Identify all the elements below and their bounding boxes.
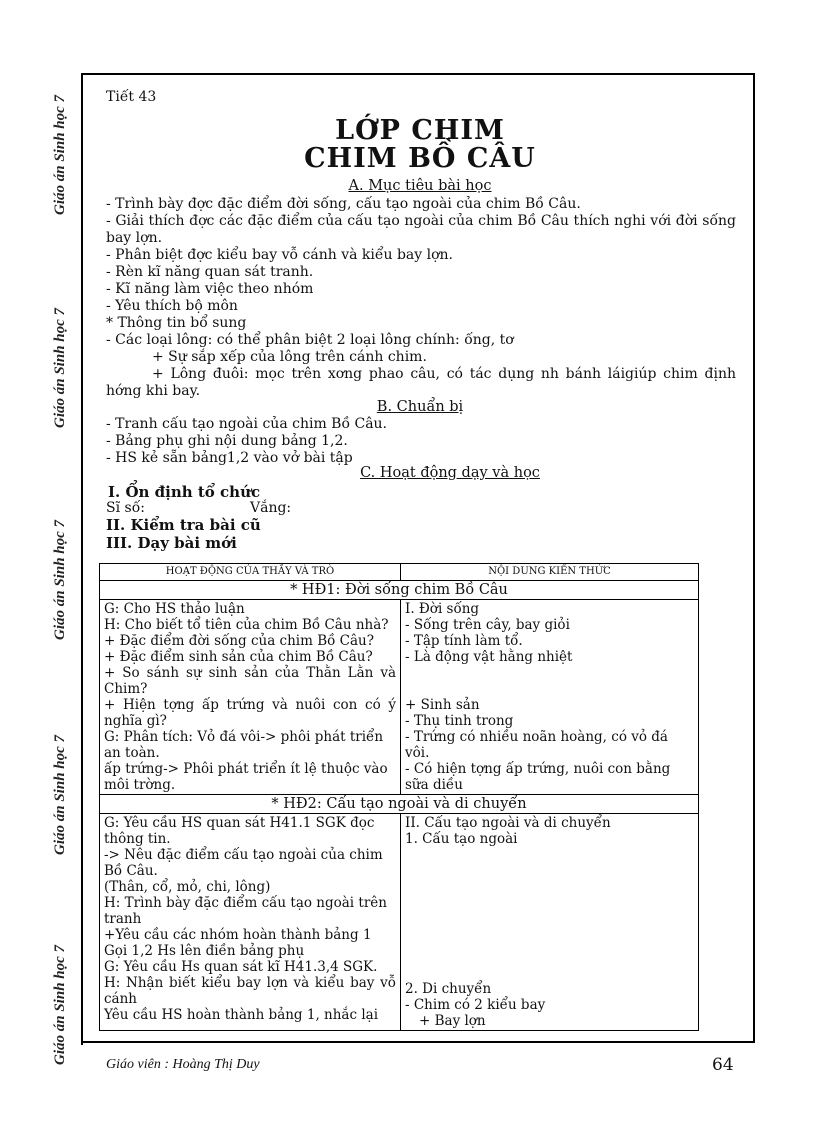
text-line: - Phân biệt đợc kiểu bay vỗ cánh và kiểu bay lợn.	[106, 247, 454, 263]
text-line: + Lông đuôi: mọc trên xơng phao câu, có tác dụng nh bánh láigiúp chim định hớng khi bay.	[106, 366, 736, 399]
column-header: NỘI DUNG KIẾN THỨC	[401, 564, 699, 581]
section-b-heading: B. Chuẩn bị	[376, 399, 464, 415]
side-label: Giáo án Sinh học 7	[52, 307, 68, 428]
lesson-number: Tiết 43	[106, 89, 157, 105]
page-subtitle: CHIM BỒ CÂU	[304, 143, 536, 174]
teacher-name: Giáo viên : Hoàng Thị Duy	[106, 1057, 260, 1072]
side-label: Giáo án Sinh học 7	[52, 734, 68, 855]
text-line: - Trình bày đợc đặc điểm đời sống, cấu tạo ngoài của chim Bồ Câu.	[106, 196, 581, 212]
heading-on-dinh: I. Ổn định tổ chức	[108, 483, 261, 501]
activity-heading-2: * HĐ2: Cấu tạo ngoài và di chuyển	[100, 795, 699, 814]
text-line: - Giải thích đợc các đặc điểm của cấu tạo ngoài của chim Bồ Câu thích nghi với đời sống bay lợn.	[106, 213, 736, 246]
text-line: - Rèn kĩ năng quan sát tranh.	[106, 264, 314, 280]
knowledge-content-1: I. Đời sống - Sống trên cây, bay giỏi - Tập tính làm tổ. - Là động vật hằng nhiệt + Sinh sản - Thụ tinh trong - Trứng có nhiều noãn hoàng, có vỏ đá vôi. - Có hiện tợng ấp trứng, nuôi con bằng sữa diều	[401, 600, 699, 795]
side-label: Giáo án Sinh học 7	[52, 94, 68, 215]
frame-bottom-edge	[81, 1041, 755, 1043]
page-title: LỚP CHIM	[335, 115, 505, 146]
text-line: - Tranh cấu tạo ngoài của chim Bồ Câu.	[106, 416, 388, 432]
heading-kiem-tra: II. Kiểm tra bài cũ	[106, 516, 261, 534]
knowledge-content-2: II. Cấu tạo ngoài và di chuyển 1. Cấu tạo ngoài 2. Di chuyển - Chim có 2 kiểu bay + Bay lợn	[401, 814, 699, 1031]
side-label: Giáo án Sinh học 7	[52, 519, 68, 640]
lesson-table	[99, 563, 699, 1031]
text-line: * Thông tin bổ sung	[106, 315, 247, 331]
side-label: Giáo án Sinh học 7	[52, 944, 68, 1065]
text-line: - HS kẻ sẵn bảng1,2 vào vở bài tập	[106, 450, 353, 466]
teacher-activities-2: G: Yêu cầu HS quan sát H41.1 SGK đọc thông tin. -> Nêu đặc điểm cấu tạo ngoài của chim Bồ Câu. (Thân, cổ, mỏ, chi, lông) H: Trình bày đặc điểm cấu tạo ngoài trên tranh +Yêu cầu các nhóm hoàn thành bảng 1 Gọi 1,2 Hs lên điền bảng phụ G: Yêu cầu Hs quan sát kĩ H41.3,4 SGK. H: Nhận biết kiểu bay lợn và kiểu bay vỗ cánh Yêu cầu HS hoàn thành bảng 1, nhắc lại	[100, 814, 401, 1031]
text-line: - Các loại lông: có thể phân biệt 2 loại lông chính: ống, tơ	[106, 332, 514, 348]
heading-day-bai: III. Dạy bài mới	[106, 534, 237, 552]
vang-label: Vắng:	[250, 500, 292, 516]
section-c-heading: C. Hoạt động dạy và học	[360, 465, 540, 481]
si-so-label: Sĩ số:	[106, 500, 145, 516]
text-line: - Kĩ năng làm việc theo nhóm	[106, 281, 314, 297]
section-a-heading: A. Mục tiêu bài học	[348, 178, 492, 194]
text-line: - Bảng phụ ghi nội dung bảng 1,2.	[106, 433, 348, 449]
text-line: - Yêu thích bộ môn	[106, 298, 238, 314]
text-line: + Sự sắp xếp của lông trên cánh chim.	[152, 349, 427, 365]
column-header: HOẠT ĐỘNG CỦA THẦY VÀ TRÒ	[100, 564, 401, 581]
activity-heading-1: * HĐ1: Đời sống chim Bồ Câu	[100, 581, 699, 600]
teacher-activities-1: G: Cho HS thảo luận H: Cho biết tổ tiên của chim Bồ Câu nhà? + Đặc điểm đời sống của chim Bồ Câu? + Đặc điểm sinh sản của chim Bồ Câu? + So sánh sự sinh sản của Thằn Lằn và Chim? + Hiện tợng ấp trứng và nuôi con có ý nghĩa gì? G: Phân tích: Vỏ đá vôi-> phôi phát triển an toàn. ấp trứng-> Phôi phát triển ít lệ thuộc vào môi trờng.	[100, 600, 401, 795]
page-number: 64	[712, 1055, 734, 1075]
